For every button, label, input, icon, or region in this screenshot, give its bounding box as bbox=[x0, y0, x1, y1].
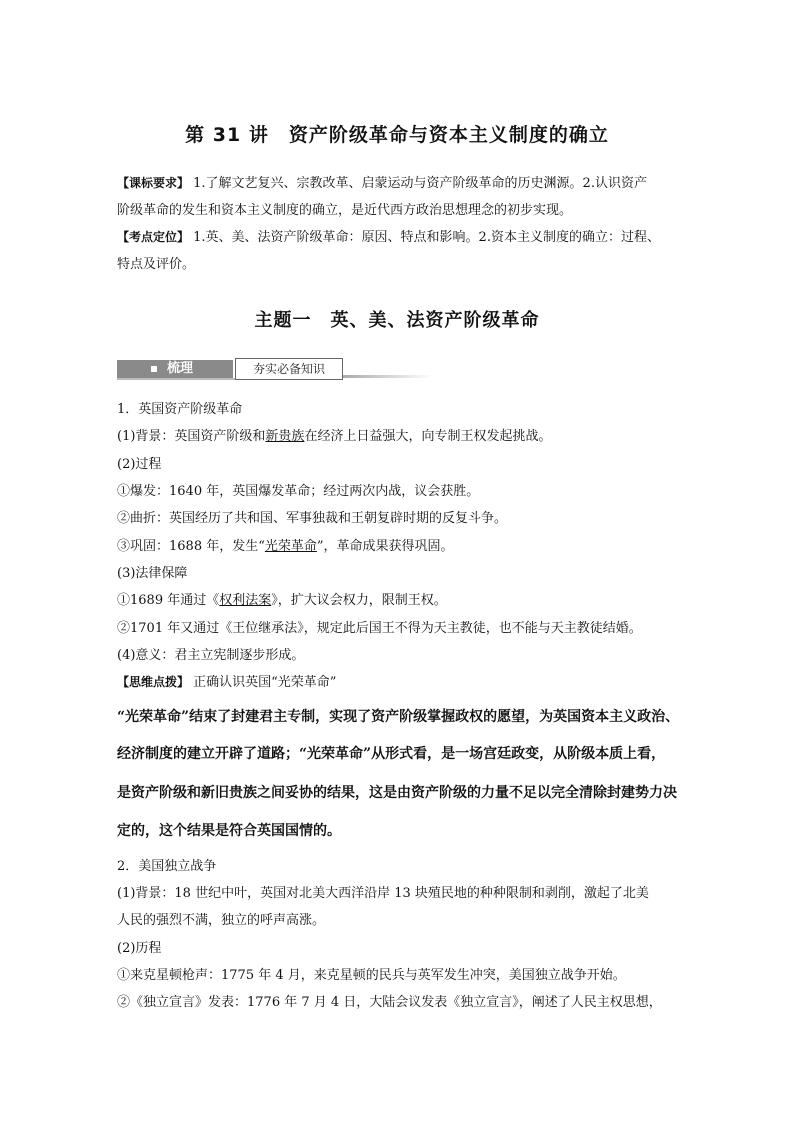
thinking-tip-line-2: 经济制度的建立开辟了道路；“光荣革命”从形式看，是一场宫廷政变，从阶级本质上看， bbox=[117, 746, 666, 762]
s1-process-heading: (2)过程 bbox=[117, 457, 162, 472]
s1-background-underlined: 新贵族 bbox=[265, 429, 305, 444]
curriculum-text-2: 阶级革命的发生和资本主义制度的确立，是近代西方政治思想理念的初步实现。 bbox=[117, 203, 573, 218]
s1-legal-1-underlined: 权利法案 bbox=[219, 593, 272, 608]
thinking-tip bbox=[117, 672, 687, 693]
s1-background-b: 在经济上日益强大，向专制王权发起挑战。 bbox=[304, 429, 552, 444]
s1-legal-1-a: ①1689 年通过《 bbox=[117, 593, 220, 608]
thinking-tip-line-4: 定的，这个结果是符合英国国情的。 bbox=[117, 823, 341, 839]
banner-text: 夯实必备知识 bbox=[235, 358, 343, 380]
s2-background-1: (1)背景：18 世纪中叶，英国对北美大西洋沿岸 13 块殖民地的种种限制和剥削，激起了北美 bbox=[117, 886, 649, 901]
exam-focus-text-1: 1.英、美、法资产阶级革命：原因、特点和影响。2.资本主义制度的确立：过程、 bbox=[189, 230, 660, 245]
thinking-tip-title: 正确认识英国“光荣革命” bbox=[189, 675, 337, 690]
s1-process-3-underlined: 光荣革命 bbox=[264, 539, 317, 554]
s1-process-3-a: ③巩固：1688 年，发生“ bbox=[117, 539, 265, 554]
s1-process-3 bbox=[117, 537, 687, 557]
section-1-heading: 1．英国资产阶级革命 bbox=[117, 402, 243, 417]
square-bullet-icon bbox=[151, 366, 157, 372]
s1-legal-1 bbox=[117, 591, 687, 611]
banner-fade-line bbox=[343, 375, 433, 378]
s1-process-1: ①爆发：1640 年，英国爆发革命；经过两次内战，议会获胜。 bbox=[117, 484, 480, 499]
s1-significance: (4)意义：君主立宪制逐步形成。 bbox=[117, 648, 305, 663]
s1-background bbox=[117, 427, 687, 447]
thinking-tip-label: 【思维点拨】 bbox=[117, 675, 190, 689]
banner-tag bbox=[117, 360, 233, 378]
topic-title: 主题一 英、美、法资产阶级革命 bbox=[254, 310, 540, 331]
thinking-tip-line-1: “光荣革命”结束了封建君主专制，实现了资产阶级掌握政权的愿望，为英国资本主义政治、 bbox=[117, 709, 680, 725]
s2-background-2: 人民的强烈不满，独立的呼声高涨。 bbox=[117, 913, 326, 928]
exam-focus bbox=[117, 224, 682, 278]
s1-process-2: ②曲折：英国经历了共和国、军事独裁和王朝复辟时期的反复斗争。 bbox=[117, 511, 508, 526]
s1-legal-1-b: 》，扩大议会权力，限制王权。 bbox=[271, 593, 447, 608]
curriculum-requirement bbox=[117, 170, 682, 224]
lecture-title: 第 31 讲 资产阶级革命与资本主义制度的确立 bbox=[185, 124, 609, 146]
thinking-tip-line-3: 是资产阶级和新旧贵族之间妥协的结果，这是由资产阶级的力量不足以完全清除封建势力决 bbox=[117, 785, 677, 801]
s2-process-heading: (2)历程 bbox=[117, 941, 162, 956]
curriculum-label: 【课标要求】 bbox=[117, 176, 190, 190]
s1-background-a: (1)背景：英国资产阶级和 bbox=[117, 429, 266, 444]
section-2-heading: 2．美国独立战争 bbox=[117, 859, 217, 874]
s1-legal-heading: (3)法律保障 bbox=[117, 566, 188, 581]
exam-focus-text-2: 特点及评价。 bbox=[117, 257, 196, 272]
s2-process-2: ②《独立宣言》发表：1776 年 7 月 4 日，大陆会议发表《独立宣言》，阐述了人民主权思想， bbox=[117, 995, 662, 1010]
exam-focus-label: 【考点定位】 bbox=[117, 230, 190, 244]
banner-tag-label: 梳理 bbox=[167, 361, 194, 376]
section-banner bbox=[117, 357, 433, 381]
curriculum-text-1: 1.了解文艺复兴、宗教改革、启蒙运动与资产阶级革命的历史渊源。2.认识资产 bbox=[189, 176, 647, 191]
s2-process-1: ①来克星顿枪声：1775 年 4 月，来克星顿的民兵与英军发生冲突，美国独立战争开始。 bbox=[117, 968, 626, 983]
s1-legal-2: ②1701 年又通过《王位继承法》，规定此后国王不得为天主教徒，也不能与天主教徒结婚。 bbox=[117, 621, 642, 636]
s1-process-3-b: ”，革命成果获得巩固。 bbox=[316, 539, 454, 554]
